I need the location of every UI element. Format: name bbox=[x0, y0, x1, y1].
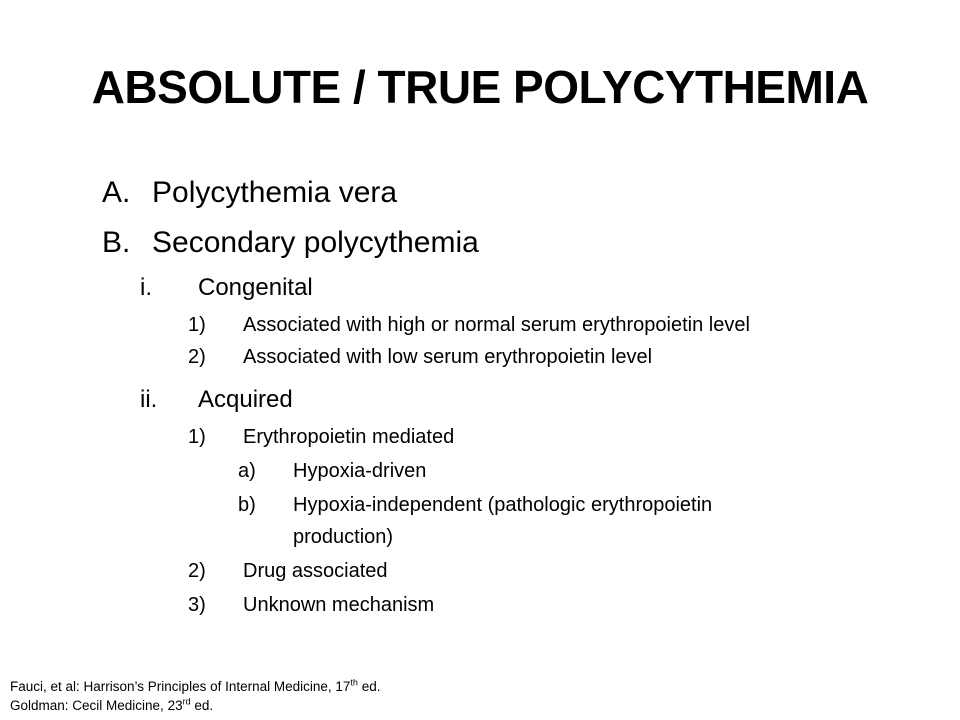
reference-goldman bbox=[10, 698, 213, 713]
outline-marker: b) bbox=[238, 494, 256, 516]
outline-text: Secondary polycythemia bbox=[152, 226, 479, 259]
outline-item-a bbox=[102, 176, 397, 210]
outline-item-i bbox=[140, 274, 313, 302]
slide-title: ABSOLUTE / TRUE POLYCYTHEMIA bbox=[91, 61, 869, 113]
outline-text: Polycythemia vera bbox=[152, 176, 398, 209]
outline-text: Erythropoietin mediated bbox=[243, 426, 455, 448]
reference-superscript: rd bbox=[182, 696, 191, 707]
outline-marker: A. bbox=[102, 176, 131, 209]
outline-marker: ii. bbox=[140, 386, 158, 413]
outline-text: Unknown mechanism bbox=[243, 594, 435, 616]
outline-item-ii-1-a bbox=[238, 460, 426, 483]
outline-marker: B. bbox=[102, 226, 131, 259]
reference-suffix: ed. bbox=[357, 679, 381, 694]
reference-text: Goldman: Cecil Medicine, 23 bbox=[10, 698, 183, 713]
outline-text: Drug associated bbox=[243, 560, 388, 582]
outline-marker: 2) bbox=[188, 560, 206, 582]
outline-text: Congenital bbox=[198, 274, 313, 301]
outline-text: Hypoxia-driven bbox=[293, 460, 427, 482]
outline-item-ii-2 bbox=[188, 560, 388, 583]
outline-marker: i. bbox=[140, 274, 152, 301]
outline-marker: 3) bbox=[188, 594, 206, 616]
outline-marker: 1) bbox=[188, 426, 206, 448]
outline-item-ii bbox=[140, 386, 293, 414]
outline-marker: 2) bbox=[188, 346, 206, 368]
outline-text: Acquired bbox=[198, 386, 293, 413]
outline-item-i-1 bbox=[188, 314, 750, 337]
outline-item-b bbox=[102, 226, 479, 260]
outline-text: Associated with high or normal serum erythropoietin level bbox=[243, 314, 750, 336]
reference-harrison bbox=[10, 679, 380, 694]
outline-text: Associated with low serum erythropoietin level bbox=[243, 346, 653, 368]
outline-item-ii-1 bbox=[188, 426, 454, 449]
reference-text: Fauci, et al: Harrison’s Principles of Internal Medicine, 17 bbox=[10, 679, 351, 694]
reference-superscript: th bbox=[350, 677, 358, 688]
outline-item-ii-3 bbox=[188, 594, 434, 617]
outline-text: Hypoxia-independent (pathologic erythropoietin bbox=[293, 494, 713, 516]
reference-suffix: ed. bbox=[190, 698, 214, 713]
outline-marker: a) bbox=[238, 460, 256, 482]
outline-marker: 1) bbox=[188, 314, 206, 336]
outline-item-i-2 bbox=[188, 346, 652, 369]
outline-item-ii-1-b bbox=[238, 494, 712, 517]
outline-text-continuation: production) bbox=[293, 526, 394, 548]
